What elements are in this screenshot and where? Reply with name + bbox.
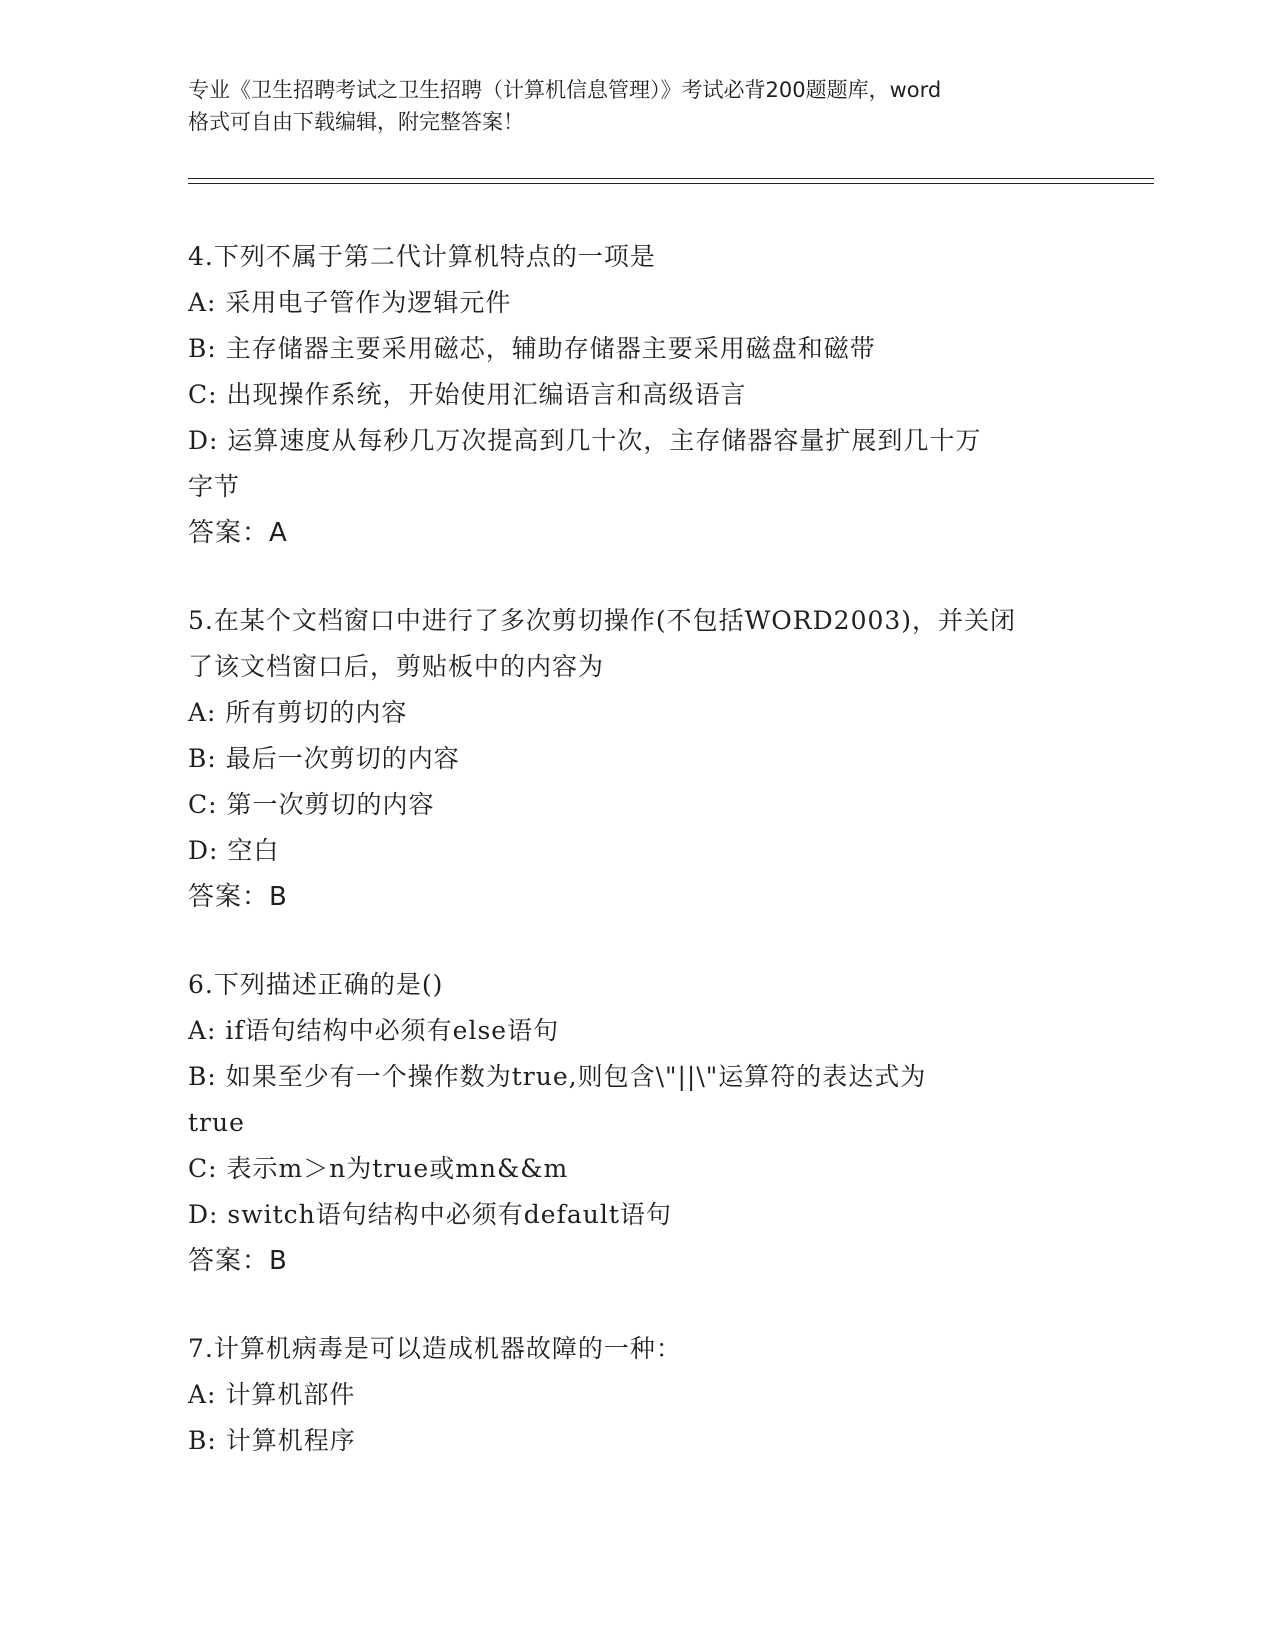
answer: 答案：B: [188, 1246, 288, 1276]
option-b: B: 最后一次剪切的内容: [188, 744, 460, 773]
question-7: [188, 1326, 1088, 1464]
option-d: D: 运算速度从每秒几万次提高到几十次，主存储器容量扩展到几十万: [188, 426, 982, 455]
option-b: B: 主存储器主要采用磁芯，辅助存储器主要采用磁盘和磁带: [188, 334, 876, 363]
option-c: C: 第一次剪切的内容: [188, 790, 435, 819]
question-4: [188, 234, 1088, 556]
question-stem: 5.在某个文档窗口中进行了多次剪切操作(不包括WORD2003)，并关闭: [188, 606, 1017, 635]
question-6: [188, 962, 1088, 1284]
option-a: A: 采用电子管作为逻辑元件: [188, 288, 512, 317]
option-b: B: 如果至少有一个操作数为true,则包含\"||\"运算符的表达式为: [188, 1062, 927, 1091]
header-line-1: 专业《卫生招聘考试之卫生招聘（计算机信息管理）》考试必背200题题库，word: [188, 78, 942, 102]
option-d-continuation: 字节: [188, 472, 241, 501]
option-c: C: 表示m＞n为true或mn&&m: [188, 1154, 569, 1183]
option-d: D: 空白: [188, 836, 280, 865]
header-divider-bottom: [188, 183, 1154, 184]
question-5: [188, 598, 1088, 920]
option-b-continuation: true: [188, 1108, 245, 1137]
question-stem: 7.计算机病毒是可以造成机器故障的一种：: [188, 1334, 682, 1363]
question-stem: 6.下列描述正确的是(): [188, 970, 444, 999]
option-c: C: 出现操作系统，开始使用汇编语言和高级语言: [188, 380, 747, 409]
header-divider-top: [188, 178, 1154, 179]
option-a: A: 计算机部件: [188, 1380, 356, 1409]
answer: 答案：A: [188, 518, 288, 548]
option-b: B: 计算机程序: [188, 1426, 356, 1455]
option-a: A: if语句结构中必须有else语句: [188, 1016, 560, 1045]
header-line-2: 格式可自由下载编辑，附完整答案！: [188, 110, 524, 134]
document-header: [188, 74, 1088, 138]
question-stem: 4.下列不属于第二代计算机特点的一项是: [188, 242, 656, 271]
question-stem-continuation: 了该文档窗口后，剪贴板中的内容为: [188, 652, 605, 681]
option-a: A: 所有剪切的内容: [188, 698, 408, 727]
option-d: D: switch语句结构中必须有default语句: [188, 1200, 672, 1229]
answer: 答案：B: [188, 882, 288, 912]
